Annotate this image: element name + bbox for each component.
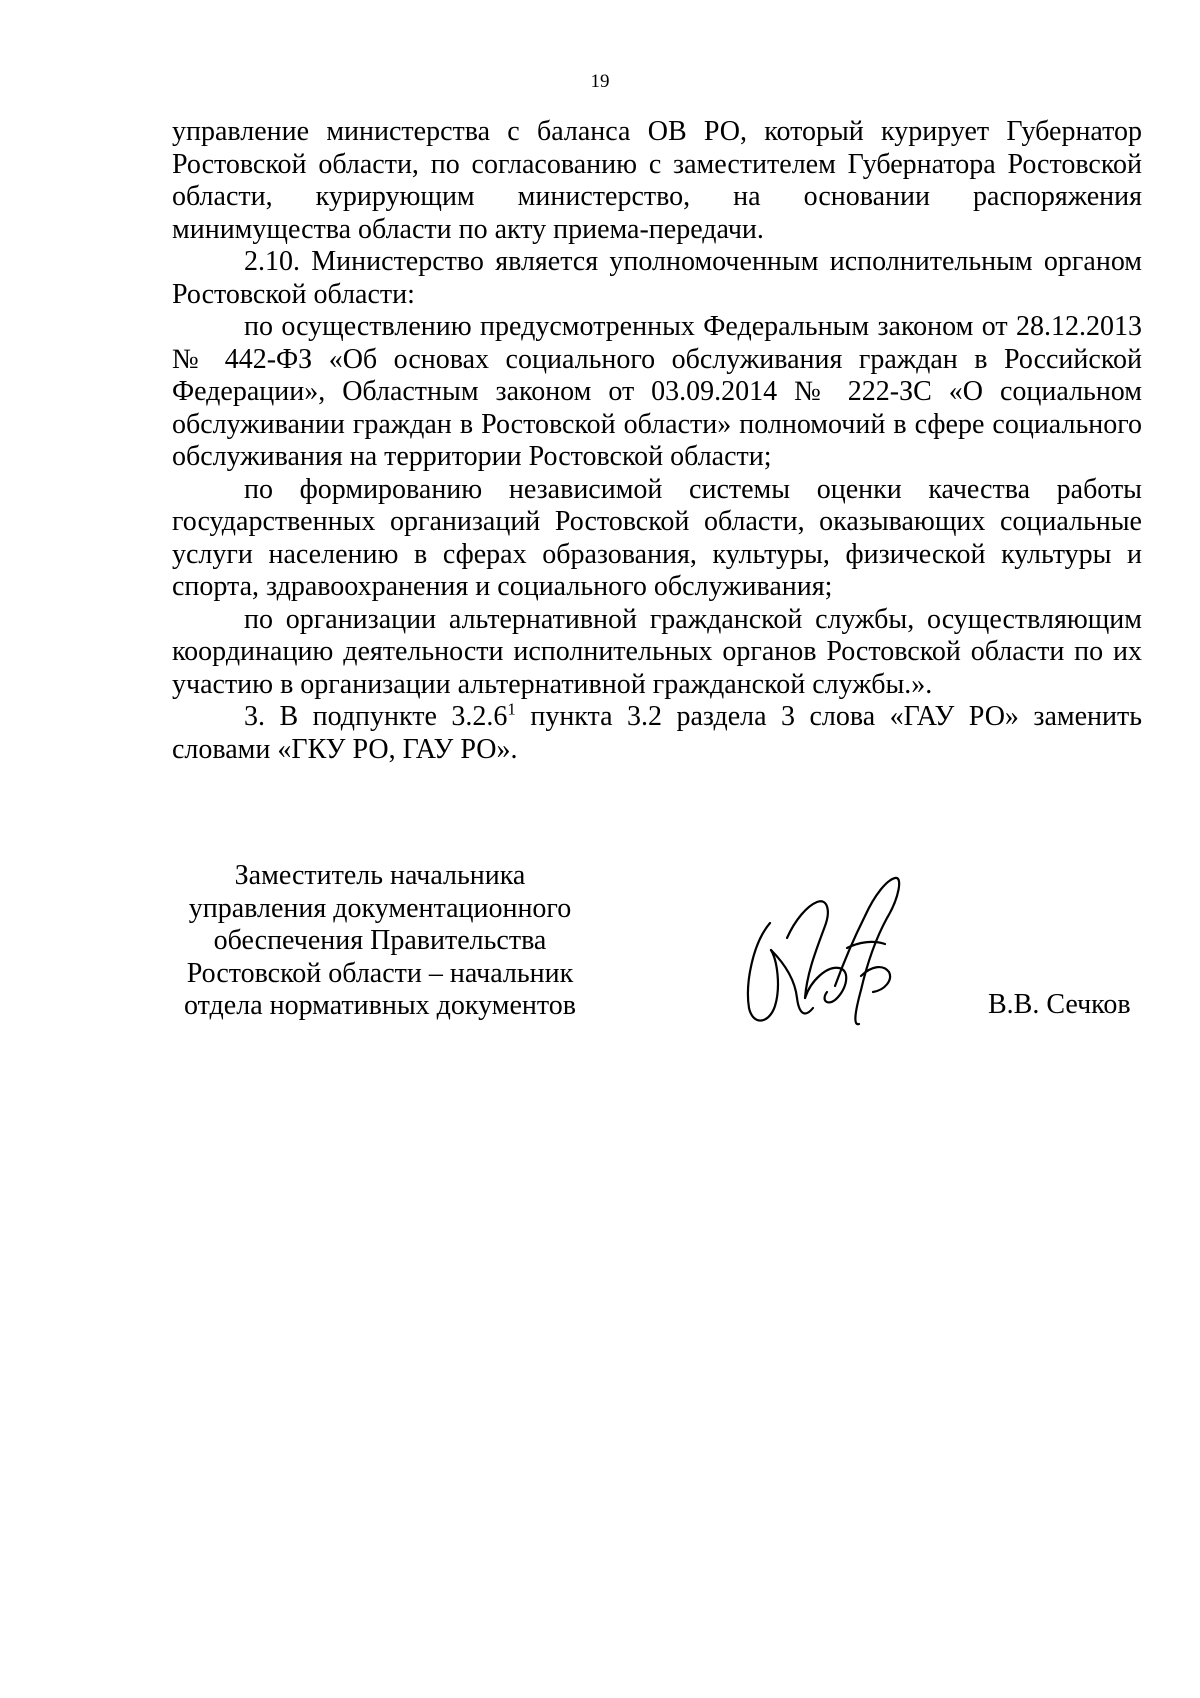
page-number: 19 <box>590 71 610 92</box>
handwritten-signature <box>735 868 910 1038</box>
item-3-text-end: пункта 3.2 раздела 3 слова «ГАУ РО» заменить словами «ГКУ РО, ГАУ РО». <box>172 701 1143 765</box>
document-body <box>172 116 1142 766</box>
paragraph-continuation: управление министерства с баланса ОВ РО, который курирует Губернатор Ростовской области, по согласованию с заместителем Губернатора Ростовской области, курирующим министерство, на основании распоряжения минимущества области по акту приема-передачи. <box>172 116 1142 245</box>
paragraph-alternative-service: по организации альтернативной гражданской службы, осуществляющим координацию деятельности исполнительных органов Ростовской области по их участию в организации альтернативной гражданской службы.». <box>172 603 1142 700</box>
signatory-title-line: отдела нормативных документов <box>184 990 576 1021</box>
paragraph-item-3 <box>172 701 1142 766</box>
item-3-superscript: 1 <box>507 699 516 719</box>
signatory-title-line: Ростовской области – начальник <box>186 957 574 989</box>
paragraph-section-2-10: 2.10. Министерство является уполномоченным исполнительным органом Ростовской области: <box>172 246 1142 310</box>
item-3-text-start: 3. В подпункте 3.2.6 <box>244 701 508 732</box>
signer-name: В.В. Сечков <box>988 989 1131 1020</box>
signatory-title <box>170 860 590 1023</box>
paragraph-social-services: по осуществлению предусмотренных Федеральным законом от 28.12.2013 № 442-ФЗ «Об основах социального обслуживания граждан в Российской Федерации», Областным законом от 03.09.2014 № 222-ЗС «О социальном обслуживании граждан в Ростовской области» полномочий в сфере социального обслуживания на территории Ростовской области; <box>172 311 1142 472</box>
signatory-title-line: обеспечения Правительства <box>213 925 547 956</box>
signatory-title-line: Заместитель начальника <box>234 860 526 891</box>
paragraph-quality-assessment: по формированию независимой системы оценки качества работы государственных организаций Ростовской области, оказывающих социальные услуги населению в сферах образования, культуры, физической культуры и спорта, здравоохранения и социального обслуживания; <box>172 473 1142 602</box>
signatory-title-line: управления документационного <box>188 892 572 924</box>
